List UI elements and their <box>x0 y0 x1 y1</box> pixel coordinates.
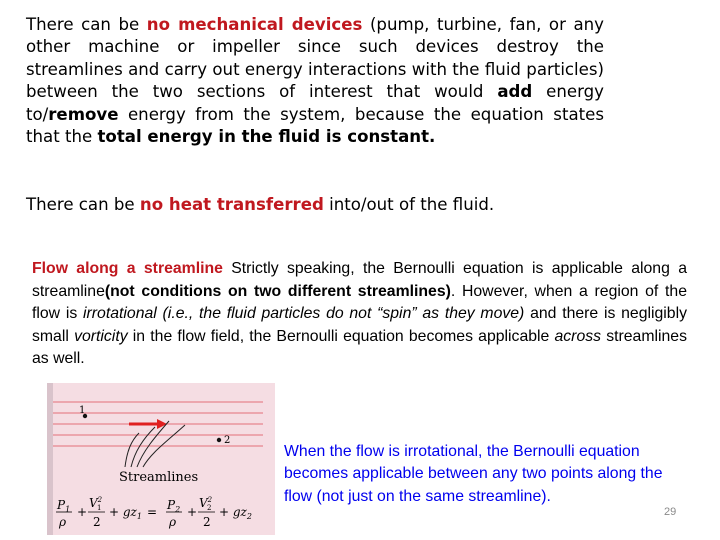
paragraph-heat-transfer: There can be no heat transferred into/out of the fluid. <box>26 195 495 214</box>
emphasis-add: add <box>497 82 533 102</box>
eq-gz2: + $gz_2$ <box>219 505 252 521</box>
heading-flow-along-streamline: Flow along a streamline <box>32 260 223 277</box>
eq-gz1: + $gz_1$ <box>109 505 142 521</box>
emphasis-irrotational: irrotational (i.e., the fluid particles do not “spin” as they move) <box>83 305 525 323</box>
page-number: 29 <box>664 506 677 518</box>
eq-rho: ρ <box>59 515 67 529</box>
eq-rho: ρ <box>169 515 177 529</box>
eq-two: 2 <box>93 515 101 529</box>
eq-p1: $P_1$ <box>57 498 71 514</box>
irrotational-caption: When the flow is irrotational, the Bernoulli equation becomes applicable between any two points along the flow (not just on the same streamline). <box>284 443 663 505</box>
eq-v1-sub: 1 <box>97 504 102 512</box>
paragraph-mechanical-devices: There can be no mechanical devices (pump, turbine, fan, or any other machine or impeller since such devices destroy the streamlines and carry out energy interactions with the fluid particles) between the two sections of interest that would add energy to/remove energy from the system, because the equation states that the total energy in the fluid is constant. <box>26 15 605 147</box>
highlight-no-mechanical-devices: no mechanical devices <box>146 15 363 34</box>
streamlines-figure <box>47 383 275 535</box>
eq-plus: + <box>187 505 198 519</box>
eq-two: 2 <box>203 515 211 529</box>
eq-v2-sub: 2 <box>207 504 212 512</box>
paragraph-flow-along-streamline: Flow along a streamline Strictly speaking, the Bernoulli equation is applicable along a streamline(not conditions on two different streamlines). However, when a region of the flow is irrotational (i.e., the fluid particles do not “spin” as they move) and there is negligibly small vorticity in the flow field, the Bernoulli equation becomes applicable across streamlines as well. <box>32 260 687 368</box>
emphasis-remove: remove <box>48 104 119 124</box>
eq-p2: $P_2$ <box>167 498 181 514</box>
emphasis-across: across <box>554 327 602 345</box>
point-1-label: 1 <box>79 405 86 416</box>
emphasis-vorticity: vorticity <box>74 327 128 345</box>
streamlines-label: Streamlines <box>119 470 199 485</box>
figure-left-bar <box>47 383 53 535</box>
point-2-marker <box>217 438 221 442</box>
point-2-label: 2 <box>224 435 231 446</box>
eq-v2: $V^2$ <box>199 496 213 510</box>
eq-v1: $V^2$ <box>89 496 103 510</box>
eq-equals: = <box>147 505 158 519</box>
emphasis-not-conditions: (not conditions on two different streamlines) <box>104 282 451 300</box>
highlight-no-heat-transferred: no heat transferred <box>139 195 324 214</box>
emphasis-total-energy: total energy in the fluid is constant. <box>97 127 436 147</box>
eq-plus: + <box>77 505 88 519</box>
